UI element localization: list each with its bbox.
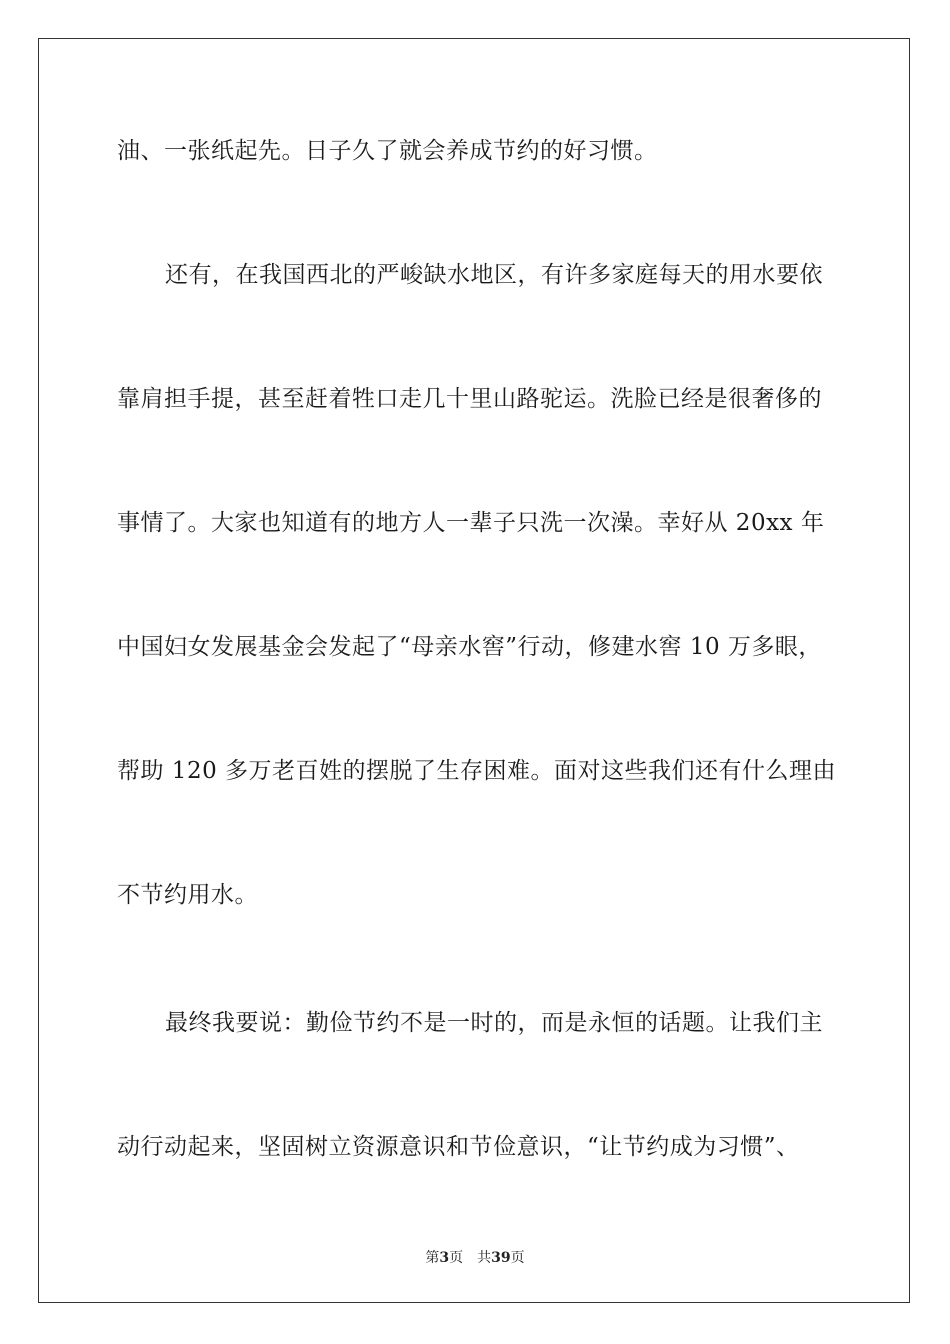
paragraph-line: 不节约用水。 [117, 882, 258, 908]
total-suffix: 页 [510, 1250, 525, 1266]
paragraph-line: 最终我要说：勤俭节约不是一时的，而是永恒的话题。让我们主 [165, 1010, 823, 1036]
page-border [38, 38, 910, 1303]
paragraph-line: 动行动起来，坚固树立资源意识和节俭意识，“让节约成为习惯”、 [117, 1134, 800, 1160]
paragraph-line: 中国妇女发展基金会发起了“母亲水窖”行动，修建水窖 10 万多眼， [117, 634, 822, 660]
total-prefix: 共 [477, 1250, 492, 1266]
paragraph-line: 靠肩担手提，甚至赶着牲口走几十里山路驼运。洗脸已经是很奢侈的 [117, 386, 822, 412]
paragraph-line: 还有，在我国西北的严峻缺水地区，有许多家庭每天的用水要依 [165, 262, 823, 288]
page-suffix: 页 [449, 1250, 464, 1266]
page-prefix: 第 [425, 1250, 440, 1266]
total-pages: 39 [491, 1250, 511, 1266]
paragraph-line: 帮助 120 多万老百姓的摆脱了生存困难。面对这些我们还有什么理由 [117, 758, 837, 784]
page-footer [0, 1247, 950, 1267]
paragraph-line: 油、一张纸起先。日子久了就会养成节约的好习惯。 [117, 138, 658, 164]
paragraph-line: 事情了。大家也知道有的地方人一辈子只洗一次澡。幸好从 20xx 年 [117, 510, 825, 536]
page-number: 3 [439, 1250, 450, 1266]
